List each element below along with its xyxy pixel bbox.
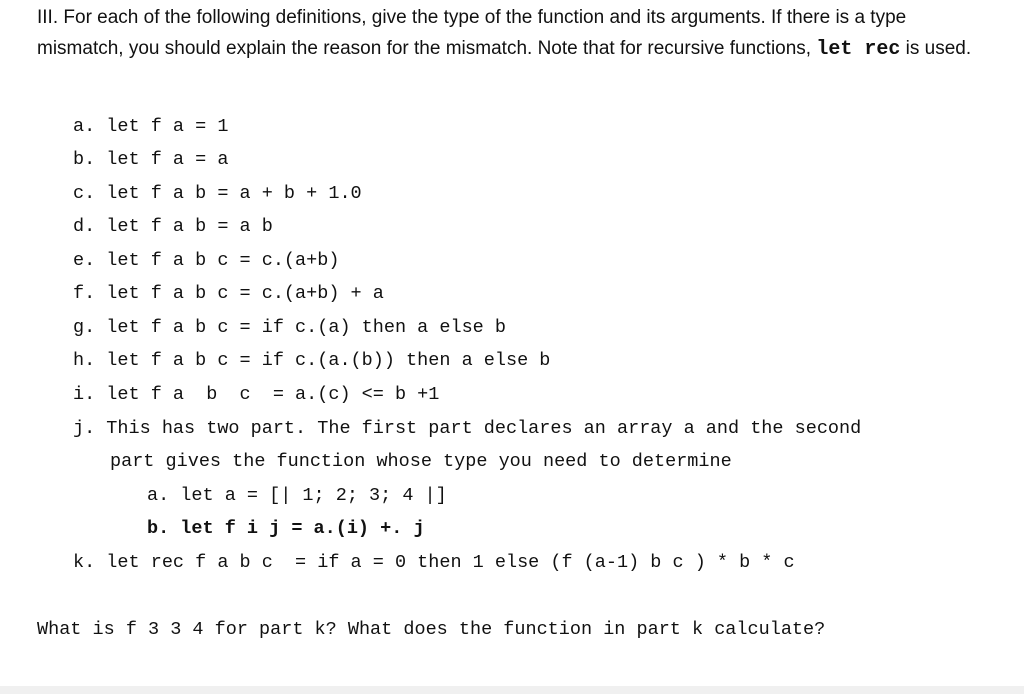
instructions-paragraph	[37, 2, 997, 65]
item-j-sub-b: b. let f i j = a.(i) +. j	[147, 518, 425, 539]
item-c: c. let f a b = a + b + 1.0	[73, 183, 362, 204]
item-d: d. let f a b = a b	[73, 216, 273, 237]
bottom-divider	[0, 686, 1024, 694]
let-rec-code: let rec	[816, 38, 901, 61]
item-f: f. let f a b c = c.(a+b) + a	[73, 283, 384, 304]
item-b: b. let f a = a	[73, 149, 229, 170]
item-j-line1: j. This has two part. The first part declares an array a and the second	[73, 418, 862, 439]
item-e: e. let f a b c = c.(a+b)	[73, 250, 340, 271]
instructions-text-end: is used.	[900, 38, 972, 59]
item-j-sub-a: a. let a = [| 1; 2; 3; 4 |]	[147, 485, 447, 506]
item-k: k. let rec f a b c = if a = 0 then 1 else (f (a-1) b c ) * b * c	[73, 552, 795, 573]
item-h: h. let f a b c = if c.(a.(b)) then a else b	[73, 350, 551, 371]
instructions-text: III. For each of the following definitions, give the type of the function and its arguments. If there is a type mismatch, you should explain the reason for the mismatch. Note that for recursive functions,	[37, 7, 907, 59]
item-a: a. let f a = 1	[73, 116, 229, 137]
item-i: i. let f a b c = a.(c) <= b +1	[73, 384, 440, 405]
item-g: g. let f a b c = if c.(a) then a else b	[73, 317, 506, 338]
item-j-line2: part gives the function whose type you need to determine	[110, 451, 732, 472]
question-text: What is f 3 3 4 for part k? What does the function in part k calculate?	[37, 619, 826, 640]
